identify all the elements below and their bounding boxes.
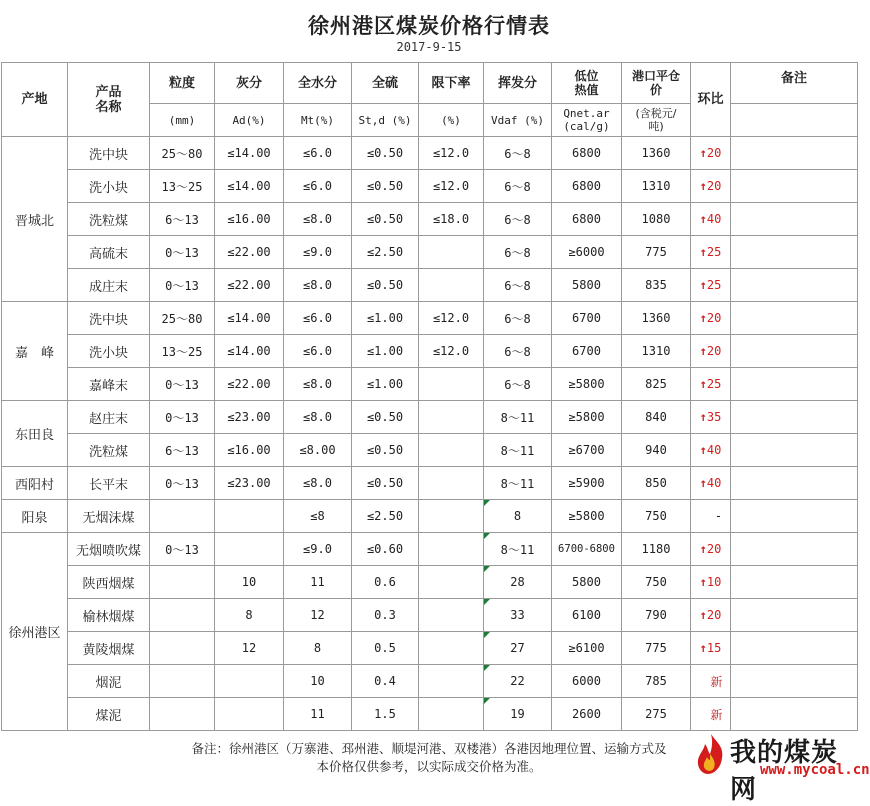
product-cell: 洗小块: [68, 170, 150, 203]
up-arrow-icon: ↑: [699, 179, 707, 193]
region-cell: 西阳村: [2, 467, 68, 500]
moisture-cell: ≤8.0: [284, 269, 352, 302]
price-cell: 1310: [622, 335, 691, 368]
table-row: [2, 335, 858, 368]
region-cell: 阳泉: [2, 500, 68, 533]
remark-cell: [731, 203, 858, 236]
header-size: 粒度: [150, 63, 215, 104]
volatile-cell: 8～11: [484, 434, 552, 467]
unit-heat: Qnet.ar (cal/g): [552, 104, 622, 137]
change-value: 40: [706, 443, 722, 457]
price-cell: 275: [622, 698, 691, 731]
change-cell: [691, 665, 731, 698]
sulfur-cell: ≤1.00: [352, 335, 419, 368]
product-cell: 洗粒煤: [68, 203, 150, 236]
lower-limit-cell: [419, 269, 484, 302]
price-cell: 1310: [622, 170, 691, 203]
size-cell: 0～13: [150, 401, 215, 434]
ash-cell: ≤16.00: [215, 434, 284, 467]
lower-limit-cell: [419, 632, 484, 665]
sulfur-cell: ≤1.00: [352, 302, 419, 335]
remark-cell: [731, 269, 858, 302]
heat-cell: 6800: [552, 137, 622, 170]
remark-cell: [731, 665, 858, 698]
product-cell: 烟泥: [68, 665, 150, 698]
unit-sulfur: St,d (%): [352, 104, 419, 137]
remark-cell: [731, 236, 858, 269]
size-cell: 0～13: [150, 533, 215, 566]
price-cell: 750: [622, 566, 691, 599]
product-cell: 成庄末: [68, 269, 150, 302]
lower-limit-cell: [419, 599, 484, 632]
up-arrow-icon: ↑: [699, 542, 707, 556]
size-cell: 0～13: [150, 269, 215, 302]
table-row: [2, 500, 858, 533]
volatile-cell: 6～8: [484, 302, 552, 335]
table-row: [2, 170, 858, 203]
change-value: 20: [706, 608, 722, 622]
moisture-cell: ≤8: [284, 500, 352, 533]
lower-limit-cell: [419, 533, 484, 566]
footnote-line-1: 备注：徐州港区（万寨港、邳州港、顺堤河港、双楼港）各港因地理位置、运输方式及: [191, 741, 667, 756]
product-cell: 黄陵烟煤: [68, 632, 150, 665]
header-remark: 备注: [731, 63, 858, 104]
change-cell: [691, 269, 731, 302]
change-value: 20: [706, 542, 722, 556]
moisture-cell: 11: [284, 698, 352, 731]
size-cell: 25～80: [150, 137, 215, 170]
remark-cell: [731, 302, 858, 335]
change-value: -: [714, 509, 723, 523]
price-cell: 785: [622, 665, 691, 698]
ash-cell: ≤23.00: [215, 401, 284, 434]
volatile-cell: 8～11: [484, 467, 552, 500]
sulfur-cell: ≤1.00: [352, 368, 419, 401]
table-body: [2, 137, 858, 731]
volatile-cell: 6～8: [484, 236, 552, 269]
change-cell: [691, 137, 731, 170]
sulfur-cell: ≤2.50: [352, 236, 419, 269]
ash-cell: [215, 500, 284, 533]
lower-limit-cell: ≤12.0: [419, 137, 484, 170]
sulfur-cell: ≤0.50: [352, 137, 419, 170]
region-cell: 东田良: [2, 401, 68, 467]
sulfur-cell: 0.4: [352, 665, 419, 698]
volatile-cell: 22: [484, 665, 552, 698]
header-moisture: 全水分: [284, 63, 352, 104]
header-change: 环比: [691, 63, 731, 137]
volatile-cell: 6～8: [484, 368, 552, 401]
up-arrow-icon: ↑: [699, 377, 707, 391]
price-cell: 775: [622, 632, 691, 665]
heat-cell: 6800: [552, 170, 622, 203]
ash-cell: ≤14.00: [215, 335, 284, 368]
ash-cell: ≤14.00: [215, 302, 284, 335]
moisture-cell: ≤8.0: [284, 203, 352, 236]
size-cell: [150, 500, 215, 533]
header-ash: 灰分: [215, 63, 284, 104]
remark-cell: [731, 368, 858, 401]
change-cell: [691, 368, 731, 401]
price-cell: 750: [622, 500, 691, 533]
change-cell: [691, 467, 731, 500]
product-cell: 赵庄末: [68, 401, 150, 434]
product-cell: 陕西烟煤: [68, 566, 150, 599]
remark-cell: [731, 401, 858, 434]
change-value: 25: [706, 245, 722, 259]
ash-cell: [215, 665, 284, 698]
heat-cell: 5800: [552, 269, 622, 302]
region-cell: 徐州港区: [2, 533, 68, 731]
product-cell: 嘉峰末: [68, 368, 150, 401]
logo-name: 我的煤炭网: [730, 738, 839, 805]
table-row: [2, 665, 858, 698]
lower-limit-cell: [419, 467, 484, 500]
sulfur-cell: ≤0.50: [352, 203, 419, 236]
header-product: 产品 名称: [68, 63, 150, 137]
region-cell: 嘉 峰: [2, 302, 68, 401]
lower-limit-cell: ≤12.0: [419, 302, 484, 335]
ash-cell: 10: [215, 566, 284, 599]
up-arrow-icon: ↑: [699, 146, 707, 160]
change-cell: [691, 533, 731, 566]
up-arrow-icon: ↑: [699, 212, 707, 226]
table-row: [2, 698, 858, 731]
remark-cell: [731, 500, 858, 533]
size-cell: 6～13: [150, 434, 215, 467]
change-cell: [691, 434, 731, 467]
size-cell: 25～80: [150, 302, 215, 335]
change-cell: [691, 302, 731, 335]
moisture-cell: ≤9.0: [284, 236, 352, 269]
change-value: 新: [710, 707, 723, 722]
change-value: 20: [706, 146, 722, 160]
remark-cell: [731, 566, 858, 599]
up-arrow-icon: ↑: [699, 245, 707, 259]
heat-cell: ≥6100: [552, 632, 622, 665]
ash-cell: ≤14.00: [215, 170, 284, 203]
product-cell: 高硫末: [68, 236, 150, 269]
change-value: 35: [706, 410, 722, 424]
remark-cell: [731, 434, 858, 467]
remark-cell: [731, 170, 858, 203]
moisture-cell: ≤6.0: [284, 302, 352, 335]
size-cell: [150, 665, 215, 698]
up-arrow-icon: ↑: [699, 476, 707, 490]
lower-limit-cell: [419, 434, 484, 467]
remark-cell: [731, 599, 858, 632]
heat-cell: ≥6000: [552, 236, 622, 269]
remark-cell: [731, 698, 858, 731]
product-cell: 煤泥: [68, 698, 150, 731]
product-cell: 长平末: [68, 467, 150, 500]
unit-ash: Ad(%): [215, 104, 284, 137]
ash-cell: ≤22.00: [215, 236, 284, 269]
size-cell: 13～25: [150, 170, 215, 203]
sulfur-cell: ≤0.50: [352, 434, 419, 467]
sulfur-cell: ≤0.50: [352, 467, 419, 500]
moisture-cell: ≤9.0: [284, 533, 352, 566]
unit-price: (含税元/ 吨): [622, 104, 691, 137]
volatile-cell: 33: [484, 599, 552, 632]
logo-url: www.mycoal.cn: [760, 762, 870, 778]
change-value: 15: [706, 641, 722, 655]
heat-cell: 6800: [552, 203, 622, 236]
header-sulfur: 全硫: [352, 63, 419, 104]
ash-cell: [215, 698, 284, 731]
size-cell: 0～13: [150, 368, 215, 401]
table-row: [2, 137, 858, 170]
volatile-cell: 8: [484, 500, 552, 533]
table-row: [2, 566, 858, 599]
heat-cell: 6700: [552, 335, 622, 368]
moisture-cell: ≤8.00: [284, 434, 352, 467]
table-row: [2, 302, 858, 335]
unit-lower-limit: (%): [419, 104, 484, 137]
sulfur-cell: 0.5: [352, 632, 419, 665]
lower-limit-cell: [419, 401, 484, 434]
lower-limit-cell: [419, 236, 484, 269]
sulfur-cell: ≤0.50: [352, 401, 419, 434]
heat-cell: ≥5800: [552, 500, 622, 533]
ash-cell: 12: [215, 632, 284, 665]
remark-cell: [731, 335, 858, 368]
table-row: [2, 599, 858, 632]
region-cell: 晋城北: [2, 137, 68, 302]
table-row: [2, 533, 858, 566]
change-value: 20: [706, 179, 722, 193]
up-arrow-icon: ↑: [699, 410, 707, 424]
heat-cell: 6700-6800: [552, 533, 622, 566]
lower-limit-cell: ≤12.0: [419, 170, 484, 203]
moisture-cell: ≤6.0: [284, 335, 352, 368]
unit-size: (mm): [150, 104, 215, 137]
moisture-cell: 11: [284, 566, 352, 599]
price-cell: 835: [622, 269, 691, 302]
product-cell: 洗中块: [68, 137, 150, 170]
product-cell: 无烟沫煤: [68, 500, 150, 533]
volatile-cell: 6～8: [484, 335, 552, 368]
up-arrow-icon: ↑: [699, 311, 707, 325]
table-row: [2, 401, 858, 434]
change-cell: [691, 335, 731, 368]
size-cell: [150, 632, 215, 665]
volatile-cell: 6～8: [484, 170, 552, 203]
sulfur-cell: 0.3: [352, 599, 419, 632]
price-cell: 1180: [622, 533, 691, 566]
ash-cell: ≤22.00: [215, 368, 284, 401]
size-cell: 13～25: [150, 335, 215, 368]
change-value: 40: [706, 476, 722, 490]
size-cell: 0～13: [150, 467, 215, 500]
lower-limit-cell: ≤18.0: [419, 203, 484, 236]
change-cell: [691, 698, 731, 731]
unit-volatile: Vdaf (%): [484, 104, 552, 137]
ash-cell: ≤14.00: [215, 137, 284, 170]
up-arrow-icon: ↑: [699, 443, 707, 457]
up-arrow-icon: ↑: [699, 608, 707, 622]
price-cell: 1360: [622, 302, 691, 335]
price-cell: 790: [622, 599, 691, 632]
volatile-cell: 6～8: [484, 269, 552, 302]
table-row: [2, 368, 858, 401]
heat-cell: ≥6700: [552, 434, 622, 467]
moisture-cell: 12: [284, 599, 352, 632]
change-cell: [691, 632, 731, 665]
ash-cell: ≤22.00: [215, 269, 284, 302]
heat-cell: 6100: [552, 599, 622, 632]
ash-cell: [215, 533, 284, 566]
remark-cell: [731, 533, 858, 566]
header-volatile: 挥发分: [484, 63, 552, 104]
change-value: 25: [706, 278, 722, 292]
product-cell: 洗小块: [68, 335, 150, 368]
heat-cell: ≥5900: [552, 467, 622, 500]
heat-cell: ≥5800: [552, 368, 622, 401]
ash-cell: ≤23.00: [215, 467, 284, 500]
remark-cell: [731, 137, 858, 170]
change-value: 新: [710, 674, 723, 689]
change-cell: [691, 566, 731, 599]
moisture-cell: ≤6.0: [284, 137, 352, 170]
lower-limit-cell: ≤12.0: [419, 335, 484, 368]
volatile-cell: 19: [484, 698, 552, 731]
product-cell: 洗中块: [68, 302, 150, 335]
change-cell: [691, 236, 731, 269]
table-row: [2, 467, 858, 500]
size-cell: 0～13: [150, 236, 215, 269]
moisture-cell: ≤8.0: [284, 467, 352, 500]
change-cell: [691, 500, 731, 533]
table-row: [2, 269, 858, 302]
sulfur-cell: ≤0.50: [352, 170, 419, 203]
up-arrow-icon: ↑: [699, 641, 707, 655]
lower-limit-cell: [419, 665, 484, 698]
lower-limit-cell: [419, 566, 484, 599]
volatile-cell: 28: [484, 566, 552, 599]
moisture-cell: ≤8.0: [284, 401, 352, 434]
heat-cell: 2600: [552, 698, 622, 731]
unit-moisture: Mt(%): [284, 104, 352, 137]
change-cell: [691, 203, 731, 236]
lower-limit-cell: [419, 368, 484, 401]
moisture-cell: 10: [284, 665, 352, 698]
change-value: 20: [706, 311, 722, 325]
price-table: [1, 62, 858, 731]
remark-subheader: [731, 104, 858, 137]
moisture-cell: ≤8.0: [284, 368, 352, 401]
up-arrow-icon: ↑: [699, 344, 707, 358]
table-row: [2, 434, 858, 467]
up-arrow-icon: ↑: [699, 575, 707, 589]
table-row: [2, 203, 858, 236]
remark-cell: [731, 632, 858, 665]
heat-cell: ≥5800: [552, 401, 622, 434]
change-cell: [691, 401, 731, 434]
price-cell: 940: [622, 434, 691, 467]
moisture-cell: 8: [284, 632, 352, 665]
product-cell: 榆林烟煤: [68, 599, 150, 632]
volatile-cell: 8～11: [484, 533, 552, 566]
remark-cell: [731, 467, 858, 500]
up-arrow-icon: ↑: [699, 278, 707, 292]
sulfur-cell: ≤0.50: [352, 269, 419, 302]
price-cell: 775: [622, 236, 691, 269]
volatile-cell: 27: [484, 632, 552, 665]
heat-cell: 6000: [552, 665, 622, 698]
change-cell: [691, 170, 731, 203]
volatile-cell: 8～11: [484, 401, 552, 434]
size-cell: 6～13: [150, 203, 215, 236]
change-cell: [691, 599, 731, 632]
sulfur-cell: 0.6: [352, 566, 419, 599]
sulfur-cell: ≤2.50: [352, 500, 419, 533]
header-lower-limit: 限下率: [419, 63, 484, 104]
flame-icon: [694, 732, 728, 776]
table-row: [2, 632, 858, 665]
header-heat: 低位 热值: [552, 63, 622, 104]
product-cell: 无烟喷吹煤: [68, 533, 150, 566]
report-date: 2017-9-15: [396, 40, 462, 54]
price-cell: 825: [622, 368, 691, 401]
change-value: 40: [706, 212, 722, 226]
moisture-cell: ≤6.0: [284, 170, 352, 203]
ash-cell: 8: [215, 599, 284, 632]
price-cell: 1080: [622, 203, 691, 236]
volatile-cell: 6～8: [484, 203, 552, 236]
volatile-cell: 6～8: [484, 137, 552, 170]
change-value: 10: [706, 575, 722, 589]
heat-cell: 5800: [552, 566, 622, 599]
page-title: 徐州港区煤炭价格行情表: [308, 14, 550, 38]
price-cell: 850: [622, 467, 691, 500]
price-cell: 1360: [622, 137, 691, 170]
sulfur-cell: ≤0.60: [352, 533, 419, 566]
size-cell: [150, 599, 215, 632]
header-price: 港口平仓 价: [622, 63, 691, 104]
heat-cell: 6700: [552, 302, 622, 335]
lower-limit-cell: [419, 698, 484, 731]
lower-limit-cell: [419, 500, 484, 533]
size-cell: [150, 566, 215, 599]
change-value: 20: [706, 344, 722, 358]
table-row: [2, 236, 858, 269]
size-cell: [150, 698, 215, 731]
price-cell: 840: [622, 401, 691, 434]
sulfur-cell: 1.5: [352, 698, 419, 731]
change-value: 25: [706, 377, 722, 391]
footnote-line-2: 本价格仅供参考，以实际成交价格为准。: [316, 759, 542, 774]
product-cell: 洗粒煤: [68, 434, 150, 467]
header-origin: 产地: [2, 63, 68, 137]
site-logo: [688, 728, 870, 805]
ash-cell: ≤16.00: [215, 203, 284, 236]
